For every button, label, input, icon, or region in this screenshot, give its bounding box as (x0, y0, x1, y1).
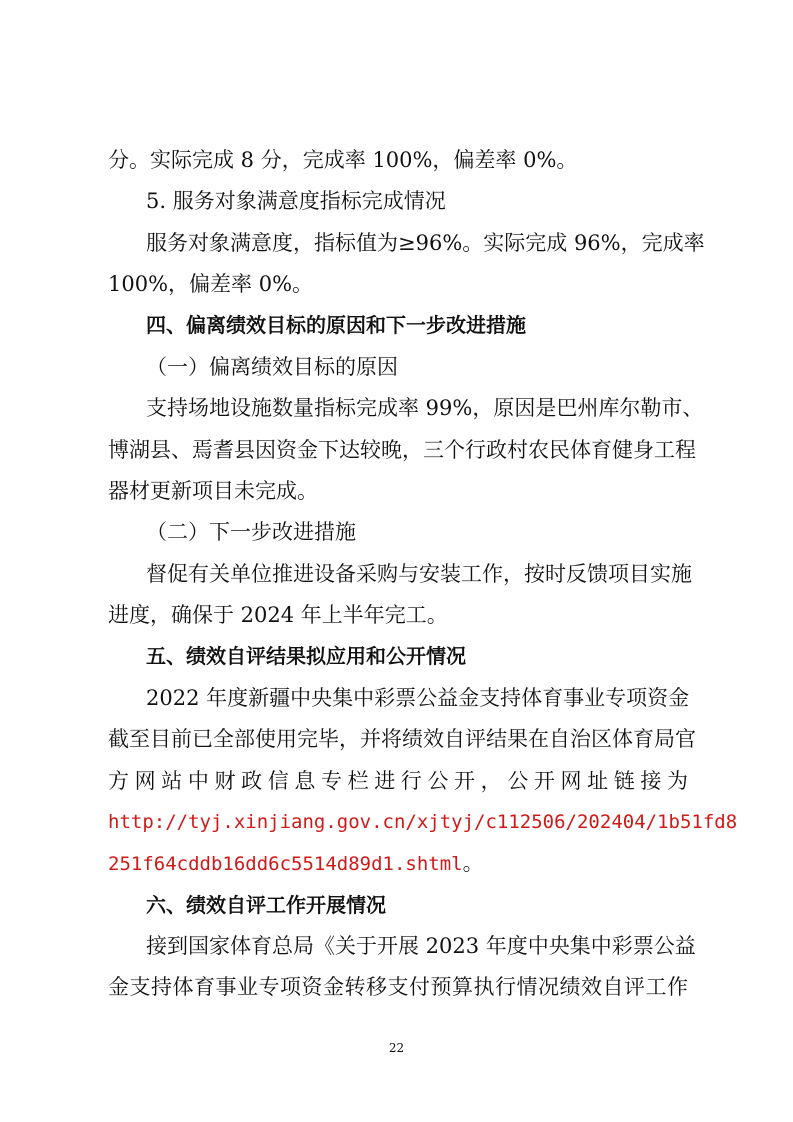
paragraph-line: 100%，偏差率 0%。 (108, 272, 314, 296)
paragraph-line: 分。实际完成 8 分，完成率 100%，偏差率 0%。 (108, 148, 578, 172)
paragraph-line: 截至目前已全部使用完毕，并将绩效自评结果在自治区体育局官 (108, 727, 696, 751)
subsection-title: 5. 服务对象满意度指标完成情况 (146, 189, 446, 213)
url-link-part-2[interactable]: 251f64cddb16dd6c5514d89d1.shtml (108, 853, 463, 875)
url-line (108, 848, 688, 879)
page-number: 22 (388, 1041, 405, 1055)
subsection-heading: （二）下一步改进措施 (146, 520, 356, 544)
section-heading: 五、绩效自评结果拟应用和公开情况 (146, 644, 466, 668)
paragraph-line: 服务对象满意度，指标值为≥96%。实际完成 96%，完成率 (146, 231, 705, 255)
paragraph-line: 进度，确保于 2024 年上半年完工。 (108, 603, 448, 627)
paragraph-line: 接到国家体育总局《关于开展 2023 年度中央集中彩票公益 (146, 934, 696, 958)
paragraph-line: 方网站中财政信息专栏进行公开，公开网址链接为 (108, 769, 688, 793)
url-link-part-1[interactable]: http://tyj.xinjiang.gov.cn/xjtyj/c112506/202404/1b51fd8 (108, 811, 738, 833)
section-heading: 四、偏离绩效目标的原因和下一步改进措施 (146, 313, 526, 337)
paragraph-line: 器材更新项目未完成。 (108, 479, 318, 503)
paragraph-line: 金支持体育事业专项资金转移支付预算执行情况绩效自评工作 (108, 975, 688, 999)
paragraph-line: 2022 年度新疆中央集中彩票公益金支持体育事业专项资金 (146, 686, 690, 710)
paragraph-line: 博湖县、焉耆县因资金下达较晚，三个行政村农民体育健身工程 (108, 438, 696, 462)
paragraph-line: 支持场地设施数量指标完成率 99%，原因是巴州库尔勒市、 (146, 396, 704, 420)
url-period: 。 (462, 851, 484, 875)
paragraph-line: 督促有关单位推进设备采购与安装工作，按时反馈项目实施 (146, 562, 692, 586)
subsection-heading: （一）偏离绩效目标的原因 (146, 355, 398, 379)
section-heading: 六、绩效自评工作开展情况 (146, 893, 386, 917)
